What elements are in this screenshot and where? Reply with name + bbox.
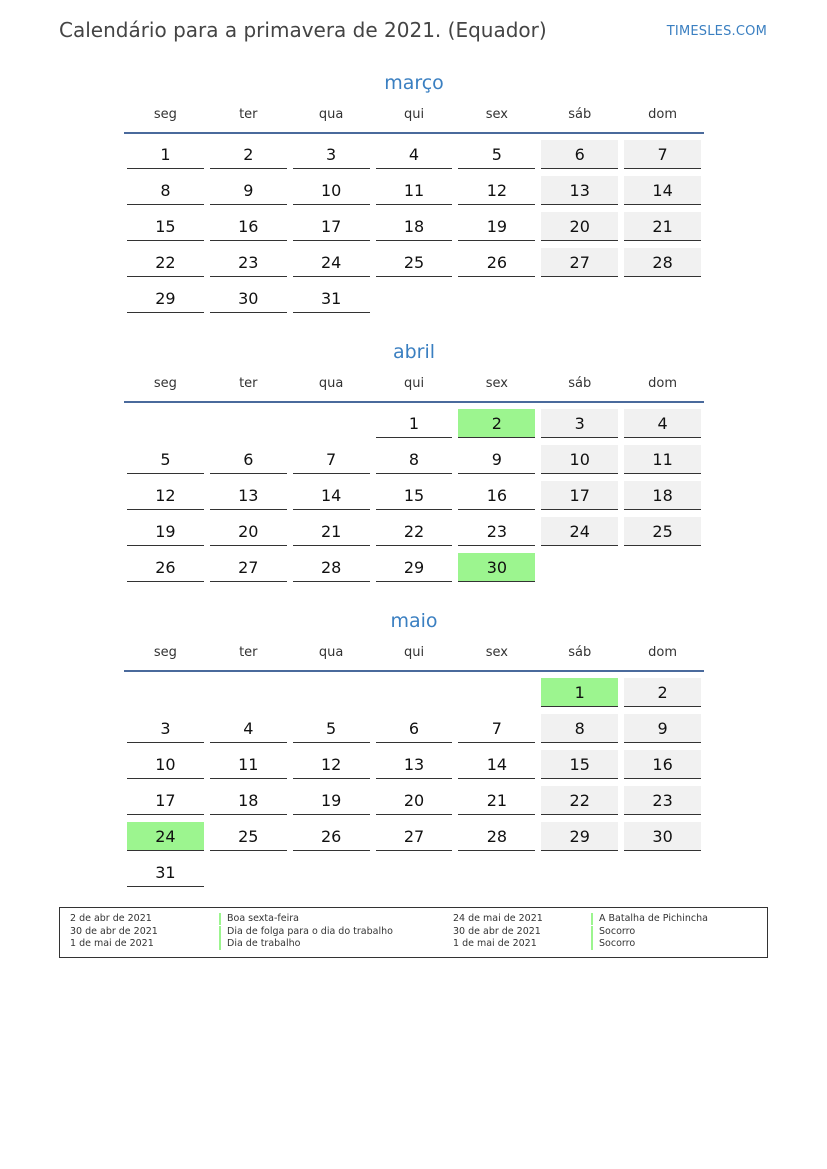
day-cell[interactable]: 3 — [541, 409, 618, 438]
empty-cell — [376, 678, 453, 707]
legend-holiday-name: Socorro — [591, 926, 635, 938]
day-cell[interactable]: 12 — [293, 750, 370, 779]
empty-cell — [541, 553, 618, 582]
day-cell[interactable]: 22 — [376, 517, 453, 546]
empty-cell — [293, 858, 370, 887]
weekday-label: seg — [153, 107, 177, 122]
weekday-label: dom — [648, 645, 678, 660]
week-row — [124, 246, 704, 282]
empty-cell — [127, 409, 204, 438]
week-row — [124, 551, 704, 587]
legend-row — [453, 913, 753, 925]
week-row — [124, 820, 704, 856]
day-cell[interactable]: 15 — [127, 212, 204, 241]
day-cell[interactable]: 2 — [624, 678, 701, 707]
weekday-label: sáb — [568, 376, 592, 391]
empty-cell — [458, 284, 535, 313]
day-cell[interactable]: 17 — [127, 786, 204, 815]
legend-holiday-name: Boa sexta-feira — [219, 913, 299, 925]
day-cell[interactable]: 14 — [624, 176, 701, 205]
month-calendar — [124, 68, 704, 318]
day-cell[interactable]: 8 — [127, 176, 204, 205]
day-cell[interactable]: 9 — [458, 445, 535, 474]
day-cell[interactable]: 25 — [624, 517, 701, 546]
day-cell[interactable]: 29 — [541, 822, 618, 851]
day-cell[interactable]: 25 — [210, 822, 287, 851]
day-cell[interactable]: 28 — [293, 553, 370, 582]
day-cell[interactable]: 8 — [541, 714, 618, 743]
day-cell[interactable]: 20 — [541, 212, 618, 241]
weekday-label: qua — [318, 107, 344, 122]
weekday-label: ter — [239, 107, 258, 122]
empty-cell — [210, 678, 287, 707]
day-cell[interactable]: 21 — [293, 517, 370, 546]
legend-holiday-name: Dia de folga para o dia do trabalho — [219, 926, 393, 938]
week-row — [124, 712, 704, 748]
month-title: maio — [390, 610, 438, 632]
day-cell[interactable]: 19 — [127, 517, 204, 546]
weekday-label: ter — [239, 376, 258, 391]
legend-row — [453, 938, 753, 950]
weekday-label: qui — [403, 107, 425, 122]
weekday-label: sáb — [568, 645, 592, 660]
day-cell[interactable]: 28 — [624, 248, 701, 277]
empty-cell — [210, 409, 287, 438]
weekday-label: qui — [403, 376, 425, 391]
day-cell[interactable]: 18 — [624, 481, 701, 510]
legend-row — [70, 926, 410, 938]
day-cell[interactable]: 29 — [376, 553, 453, 582]
day-cell[interactable]: 17 — [541, 481, 618, 510]
empty-cell — [541, 858, 618, 887]
day-cell[interactable]: 23 — [210, 248, 287, 277]
page-title: Calendário para a primavera de 2021. (Equador) — [59, 18, 547, 42]
day-cell[interactable]: 29 — [127, 284, 204, 313]
day-cell[interactable]: 14 — [458, 750, 535, 779]
day-cell[interactable]: 13 — [376, 750, 453, 779]
day-cell[interactable]: 3 — [127, 714, 204, 743]
weekday-label: sáb — [568, 107, 592, 122]
day-cell[interactable]: 10 — [127, 750, 204, 779]
day-cell[interactable]: 12 — [127, 481, 204, 510]
week-row — [124, 479, 704, 515]
day-cell[interactable]: 23 — [458, 517, 535, 546]
holiday-day-cell[interactable]: 2 — [458, 409, 535, 438]
empty-cell — [127, 678, 204, 707]
weekday-label: sex — [485, 376, 508, 391]
week-row — [124, 784, 704, 820]
day-cell[interactable]: 19 — [458, 212, 535, 241]
day-cell[interactable]: 15 — [376, 481, 453, 510]
week-row — [124, 515, 704, 551]
day-cell[interactable]: 27 — [376, 822, 453, 851]
week-row — [124, 748, 704, 784]
brand-logo-text[interactable]: TIMESLES.COM — [666, 24, 767, 39]
legend-date: 2 de abr de 2021 — [70, 913, 152, 924]
weekday-label: sex — [485, 107, 508, 122]
legend-holiday-name: Socorro — [591, 938, 635, 950]
day-cell[interactable]: 27 — [210, 553, 287, 582]
day-cell[interactable]: 20 — [210, 517, 287, 546]
day-cell[interactable]: 5 — [127, 445, 204, 474]
day-cell[interactable]: 13 — [541, 176, 618, 205]
holiday-day-cell[interactable]: 30 — [458, 553, 535, 582]
empty-cell — [293, 678, 370, 707]
empty-cell — [624, 553, 701, 582]
day-cell[interactable]: 16 — [210, 212, 287, 241]
day-cell[interactable]: 27 — [541, 248, 618, 277]
legend-row — [453, 926, 753, 938]
day-cell[interactable]: 24 — [293, 248, 370, 277]
empty-cell — [624, 284, 701, 313]
week-row — [124, 676, 704, 712]
legend-date: 1 de mai de 2021 — [453, 938, 537, 949]
weekday-label: qua — [318, 376, 344, 391]
weekday-label: qui — [403, 645, 425, 660]
day-cell[interactable]: 18 — [376, 212, 453, 241]
day-cell[interactable]: 30 — [210, 284, 287, 313]
day-cell[interactable]: 13 — [210, 481, 287, 510]
day-cell[interactable]: 16 — [458, 481, 535, 510]
day-cell[interactable]: 5 — [293, 714, 370, 743]
week-row — [124, 138, 704, 174]
day-cell[interactable]: 10 — [293, 176, 370, 205]
week-row — [124, 210, 704, 246]
day-cell[interactable]: 1 — [127, 140, 204, 169]
empty-cell — [458, 678, 535, 707]
day-cell[interactable]: 15 — [541, 750, 618, 779]
day-cell[interactable]: 21 — [458, 786, 535, 815]
empty-cell — [541, 284, 618, 313]
legend-row — [70, 913, 410, 925]
month-calendar — [124, 606, 704, 892]
day-cell[interactable]: 11 — [376, 176, 453, 205]
day-cell[interactable]: 4 — [210, 714, 287, 743]
day-cell[interactable]: 23 — [624, 786, 701, 815]
weekday-label: seg — [153, 645, 177, 660]
day-cell[interactable]: 21 — [624, 212, 701, 241]
weekday-label: dom — [648, 107, 678, 122]
day-cell[interactable]: 8 — [376, 445, 453, 474]
month-title: abril — [392, 341, 436, 363]
day-cell[interactable]: 9 — [624, 714, 701, 743]
day-cell[interactable]: 4 — [376, 140, 453, 169]
week-row — [124, 174, 704, 210]
week-row — [124, 407, 704, 443]
legend-date: 30 de abr de 2021 — [453, 926, 541, 937]
day-cell[interactable]: 22 — [127, 248, 204, 277]
empty-cell — [458, 858, 535, 887]
day-cell[interactable]: 24 — [541, 517, 618, 546]
legend-holiday-name: A Batalha de Pichincha — [591, 913, 708, 925]
weekday-header — [124, 642, 704, 672]
day-cell[interactable]: 7 — [293, 445, 370, 474]
day-cell[interactable]: 31 — [127, 858, 204, 887]
day-cell[interactable]: 14 — [293, 481, 370, 510]
legend-date: 1 de mai de 2021 — [70, 938, 154, 949]
day-cell[interactable]: 6 — [541, 140, 618, 169]
day-cell[interactable]: 1 — [376, 409, 453, 438]
month-calendar — [124, 337, 704, 587]
empty-cell — [210, 858, 287, 887]
week-row — [124, 282, 704, 318]
day-cell[interactable]: 30 — [624, 822, 701, 851]
day-cell[interactable]: 16 — [624, 750, 701, 779]
month-title: março — [384, 72, 444, 94]
day-cell[interactable]: 26 — [458, 248, 535, 277]
day-cell[interactable]: 26 — [127, 553, 204, 582]
day-cell[interactable]: 28 — [458, 822, 535, 851]
weekday-label: sex — [485, 645, 508, 660]
weekday-header — [124, 373, 704, 403]
day-cell[interactable]: 4 — [624, 409, 701, 438]
empty-cell — [624, 858, 701, 887]
week-row — [124, 443, 704, 479]
day-cell[interactable]: 11 — [210, 750, 287, 779]
day-cell[interactable]: 20 — [376, 786, 453, 815]
weekday-label: dom — [648, 376, 678, 391]
holiday-day-cell[interactable]: 1 — [541, 678, 618, 707]
day-cell[interactable]: 6 — [210, 445, 287, 474]
day-cell[interactable]: 2 — [210, 140, 287, 169]
day-cell[interactable]: 9 — [210, 176, 287, 205]
day-cell[interactable]: 26 — [293, 822, 370, 851]
day-cell[interactable]: 11 — [624, 445, 701, 474]
empty-cell — [376, 858, 453, 887]
legend-date: 24 de mai de 2021 — [453, 913, 543, 924]
day-cell[interactable]: 3 — [293, 140, 370, 169]
legend-row — [70, 938, 410, 950]
day-cell[interactable]: 31 — [293, 284, 370, 313]
day-cell[interactable]: 12 — [458, 176, 535, 205]
holiday-legend — [59, 907, 768, 958]
legend-date: 30 de abr de 2021 — [70, 926, 158, 937]
empty-cell — [293, 409, 370, 438]
day-cell[interactable]: 25 — [376, 248, 453, 277]
legend-holiday-name: Dia de trabalho — [219, 938, 300, 950]
day-cell[interactable]: 6 — [376, 714, 453, 743]
week-row — [124, 856, 704, 892]
day-cell[interactable]: 22 — [541, 786, 618, 815]
empty-cell — [376, 284, 453, 313]
weekday-label: seg — [153, 376, 177, 391]
holiday-day-cell[interactable]: 24 — [127, 822, 204, 851]
day-cell[interactable]: 7 — [624, 140, 701, 169]
weekday-label: qua — [318, 645, 344, 660]
weekday-header — [124, 104, 704, 134]
day-cell[interactable]: 5 — [458, 140, 535, 169]
day-cell[interactable]: 17 — [293, 212, 370, 241]
day-cell[interactable]: 19 — [293, 786, 370, 815]
day-cell[interactable]: 7 — [458, 714, 535, 743]
day-cell[interactable]: 18 — [210, 786, 287, 815]
weekday-label: ter — [239, 645, 258, 660]
day-cell[interactable]: 10 — [541, 445, 618, 474]
